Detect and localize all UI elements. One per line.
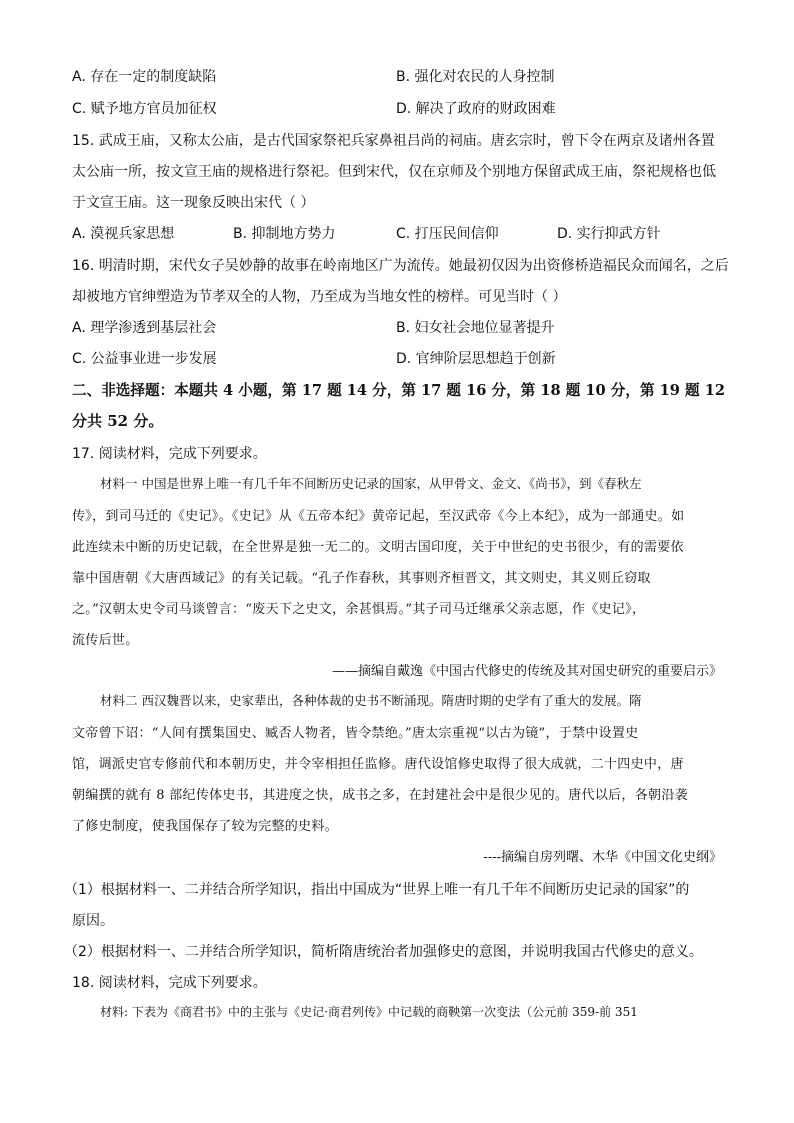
q17-material1-line-5: 之。”汉朝太史令司马谈曾言：“废天下之史文，余甚惧焉。”其子司马迁继承父亲志愿，作《史记》， [72, 602, 646, 617]
q16-stem-line-1: 16. 明清时期，宋代女子吴妙静的故事在岭南地区广为流传。她最初仅因为出资修桥造福民众而闻名，之后 [72, 258, 729, 274]
section-2-heading-line-2: 分共 52 分。 [72, 412, 164, 430]
q17-requirement-1-line-2: 原因。 [72, 913, 114, 929]
q17-requirement-2: （2）根据材料一、二并结合所学知识，简析隋唐统治者加强修史的意图，并说明我国古代修史的意义。 [64, 944, 703, 960]
q17-material2-line-2: 文帝曾下诏：“人间有撰集国史、臧否人物者，皆令禁绝。”唐太宗重视“以古为镜”，于禁中设置史 [72, 726, 639, 741]
q15-stem-line-2: 太公庙一所，按文宣王庙的规格进行祭祀。但到宋代，仅在京师及个别地方保留武成王庙，祭祀规格也低 [72, 164, 716, 180]
section-2-heading-line-1: 二、非选择题：本题共 4 小题，第 17 题 14 分，第 17 题 16 分，第 18 题 10 分，第 19 题 12 [72, 382, 726, 399]
q15-stem-line-3: 于文宣王庙。这一现象反映出宋代（ ） [72, 195, 315, 211]
q17-material1-line-2: 传》，到司马迁的《史记》。《史记》从《五帝本纪》黄帝记起，至汉武帝《今上本纪》，成为一部通史。如 [72, 509, 685, 524]
q14-option-d: D. 解决了政府的财政困难 [396, 101, 556, 117]
q17-material1-line-6: 流传后世。 [72, 633, 139, 648]
q16-option-d: D. 官绅阶层思想趋于创新 [396, 351, 556, 367]
q15-option-b: B. 抑制地方势力 [233, 226, 336, 242]
q14-option-b: B. 强化对农民的人身控制 [396, 69, 555, 85]
q16-option-c: C. 公益事业进一步发展 [72, 351, 217, 367]
q16-option-a: A. 理学渗透到基层社会 [72, 320, 217, 336]
q17-material1-line-3: 此连续未中断的历史记载，在全世界是独一无二的。文明古国印度，关于中世纪的史书很少，有的需要依 [72, 540, 684, 555]
q17-material2-line-3: 馆，调派史官专修前代和本朝历史，并令宰相担任监修。唐代设馆修史取得了很大成就，二十四史中，唐 [72, 757, 684, 772]
q18-material: 材料: 下表为《商君书》中的主张与《史记·商君列传》中记载的商鞅第一次变法（公元前 359-前 351 [100, 1005, 638, 1019]
q17-material2-line-1: 材料二 西汉魏晋以来，史家辈出，各种体裁的史书不断涌现。隋唐时期的史学有了重大的发展。隋 [100, 693, 642, 708]
q17-material2-source: ----摘编自房列曙、木华《中国文化史纲》 [483, 850, 722, 865]
q17-material2-line-4: 朝编撰的就有 8 部纪传体史书，其进度之快，成书之多，在封建社会中是很少见的。唐代以后，各朝沿袭 [72, 788, 688, 803]
q14-option-a: A. 存在一定的制度缺陷 [72, 69, 217, 85]
q17-material1-source: ——摘编自戴逸《中国古代修史的传统及其对国史研究的重要启示》 [331, 664, 722, 679]
q15-option-c: C. 打压民间信仰 [396, 226, 499, 242]
q15-option-d: D. 实行抑武方针 [557, 226, 661, 242]
q17-material1-line-4: 靠中国唐朝《大唐西域记》的有关记载。“孔子作春秋，其事则齐桓晋文，其文则史，其义则丘窃取 [72, 571, 651, 586]
q17-material2-line-5: 了修史制度，使我国保存了较为完整的史料。 [72, 819, 339, 834]
q17-material1-line-1: 材料一 中国是世界上唯一有几千年不间断历史记录的国家，从甲骨文、金文、《尚书》，到《春秋左 [100, 476, 642, 491]
q17-requirement-1-line-1: （1）根据材料一、二并结合所学知识，指出中国成为“世界上唯一有几千年不间断历史记录的国家”的 [64, 882, 690, 898]
q17-intro: 17. 阅读材料，完成下列要求。 [72, 446, 267, 462]
q18-intro: 18. 阅读材料，完成下列要求。 [72, 975, 267, 991]
q16-option-b: B. 妇女社会地位显著提升 [396, 320, 555, 336]
q15-stem-line-1: 15. 武成王庙，又称太公庙，是古代国家祭祀兵家鼻祖吕尚的祠庙。唐玄宗时，曾下令在两京及诸州各置 [72, 133, 715, 149]
q15-option-a: A. 漠视兵家思想 [72, 226, 175, 242]
q16-stem-line-2: 却被地方官绅塑造为节孝双全的人物，乃至成为当地女性的榜样。可见当时（ ） [72, 289, 567, 305]
q14-option-c: C. 赋予地方官员加征权 [72, 101, 217, 117]
